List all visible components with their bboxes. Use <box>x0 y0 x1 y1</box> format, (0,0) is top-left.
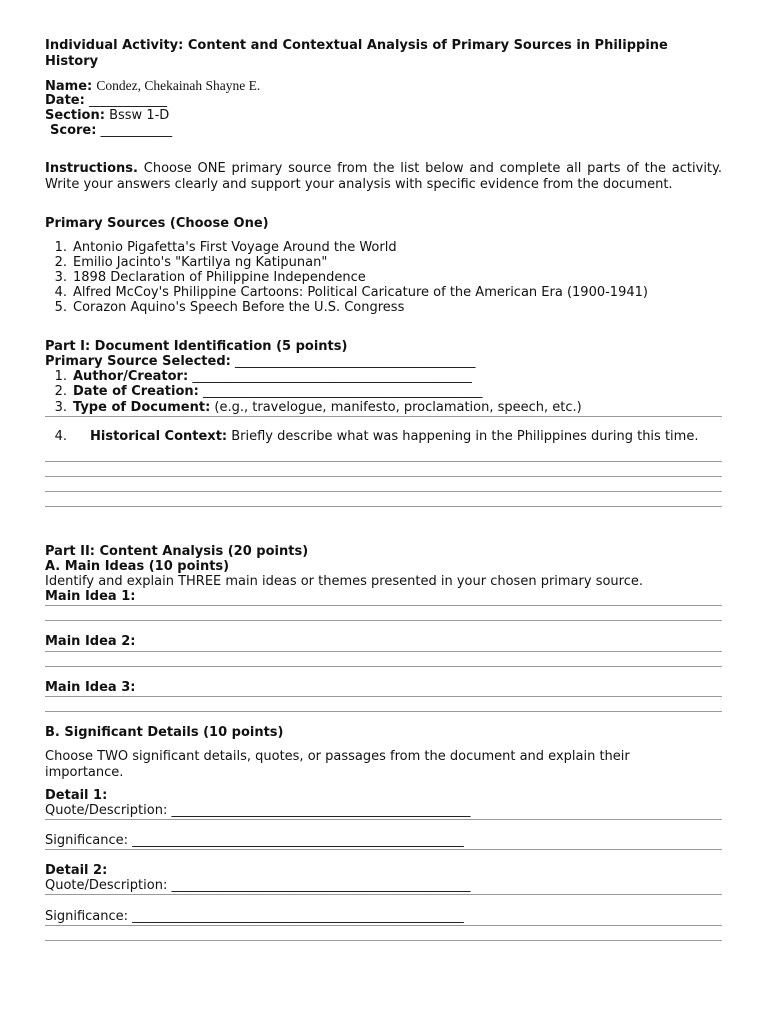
list-item <box>45 255 327 270</box>
instructions-text: Choose ONE primary source from the list below and complete all parts of the activity. Write your answers clearly and support your analysis with specific evidence from the document. <box>45 161 722 192</box>
detail-2-quote-field <box>45 878 470 893</box>
answer-line <box>45 476 722 477</box>
answer-line <box>45 666 722 667</box>
selected-source-label: Primary Source Selected: <box>45 354 231 369</box>
detail-2-label: Detail 2: <box>45 863 108 878</box>
significance-label: Significance: <box>45 909 129 924</box>
list-item-text: 1898 Declaration of Philippine Independence <box>73 270 366 285</box>
score-label: Score: <box>50 123 97 138</box>
list-item <box>45 240 397 255</box>
part1-heading: Part I: Document Identification (5 points) <box>45 339 348 354</box>
significance-blank: ___________________________________________________ <box>132 833 464 848</box>
list-item-number: 4. <box>54 285 67 300</box>
significant-details-heading: B. Significant Details (10 points) <box>45 725 284 740</box>
list-item-text: Antonio Pigafetta's First Voyage Around the World <box>73 240 397 255</box>
list-item-number: 2. <box>54 255 67 270</box>
answer-line <box>45 461 722 462</box>
answer-line <box>45 819 722 820</box>
main-idea-3-label: Main Idea 3: <box>45 680 136 695</box>
instructions-label: Instructions. <box>45 161 138 176</box>
list-item-number: 5. <box>54 300 67 315</box>
list-item-text: Corazon Aquino's Speech Before the U.S. Congress <box>73 300 405 315</box>
name-field <box>45 78 260 94</box>
main-ideas-instruction: Identify and explain THREE main ideas or themes presented in your chosen primary source. <box>45 574 643 589</box>
main-idea-1-label: Main Idea 1: <box>45 589 136 604</box>
answer-line <box>45 940 722 941</box>
list-item-number: 3. <box>54 270 67 285</box>
list-item-number: 2. <box>54 384 67 399</box>
name-label: Name: <box>45 79 93 94</box>
significance-blank: ___________________________________________________ <box>132 909 464 924</box>
list-item <box>45 270 366 285</box>
document-type-hint: (e.g., travelogue, manifesto, proclamation, speech, etc.) <box>214 400 582 415</box>
answer-line <box>45 491 722 492</box>
answer-line <box>45 925 722 926</box>
list-item-number: 3. <box>54 400 67 415</box>
section-field <box>45 108 169 123</box>
date-blank: ____________ <box>88 93 167 108</box>
list-item-number: 4. <box>54 429 67 444</box>
list-item <box>45 400 582 415</box>
detail-2-significance-field <box>45 909 464 924</box>
score-blank: ___________ <box>100 123 173 138</box>
name-value: Condez, Chekainah Shayne E. <box>96 78 261 93</box>
selected-source-blank: _____________________________________ <box>234 354 476 369</box>
section-label: Section: <box>45 108 105 123</box>
date-label: Date: <box>45 93 85 108</box>
list-item-text: Emilio Jacinto's "Kartilya ng Katipunan" <box>73 255 328 270</box>
list-item <box>45 429 705 444</box>
quote-blank: ______________________________________________ <box>171 803 471 818</box>
date-field <box>45 93 167 108</box>
detail-1-label: Detail 1: <box>45 788 108 803</box>
answer-line <box>45 849 722 850</box>
significant-details-instruction: Choose TWO significant details, quotes, or passages from the document and explain their importance. <box>45 749 630 780</box>
author-blank: ___________________________________________ <box>192 369 472 384</box>
answer-line <box>45 711 722 712</box>
main-ideas-heading: A. Main Ideas (10 points) <box>45 559 230 574</box>
document-type-label: Type of Document: <box>73 400 211 415</box>
list-item <box>45 285 648 300</box>
selected-source-field <box>45 354 475 369</box>
answer-line <box>45 620 722 621</box>
answer-line <box>45 416 722 417</box>
page-title: Individual Activity: Content and Contextual Analysis of Primary Sources in Philippine History <box>45 38 668 69</box>
author-label: Author/Creator: <box>73 369 189 384</box>
historical-context-label: Historical Context: <box>90 429 228 444</box>
sources-heading: Primary Sources (Choose One) <box>45 216 269 231</box>
answer-line <box>45 651 722 652</box>
historical-context-prompt <box>90 429 705 444</box>
list-item <box>45 384 482 399</box>
answer-line <box>45 506 722 507</box>
answer-line <box>45 696 722 697</box>
list-item <box>45 300 404 315</box>
answer-line <box>45 605 722 606</box>
significance-label: Significance: <box>45 833 129 848</box>
quote-label: Quote/Description: <box>45 803 168 818</box>
date-of-creation-label: Date of Creation: <box>73 384 199 399</box>
section-value: Bssw 1-D <box>109 108 170 123</box>
main-idea-2-label: Main Idea 2: <box>45 634 136 649</box>
quote-label: Quote/Description: <box>45 878 168 893</box>
instructions <box>45 161 722 192</box>
list-item-number: 1. <box>54 240 67 255</box>
historical-context-text: Briefly describe what was happening in the Philippines during this time. <box>231 429 699 444</box>
quote-blank: ______________________________________________ <box>171 878 471 893</box>
date-of-creation-blank: ___________________________________________ <box>202 384 483 399</box>
score-field <box>50 123 172 138</box>
list-item <box>45 369 472 384</box>
list-item-number: 1. <box>54 369 67 384</box>
list-item-text: Alfred McCoy's Philippine Cartoons: Political Caricature of the American Era (1900-1941) <box>73 285 648 300</box>
detail-1-quote-field <box>45 803 470 818</box>
answer-line <box>45 894 722 895</box>
part2-heading: Part II: Content Analysis (20 points) <box>45 544 309 559</box>
detail-1-significance-field <box>45 833 464 848</box>
